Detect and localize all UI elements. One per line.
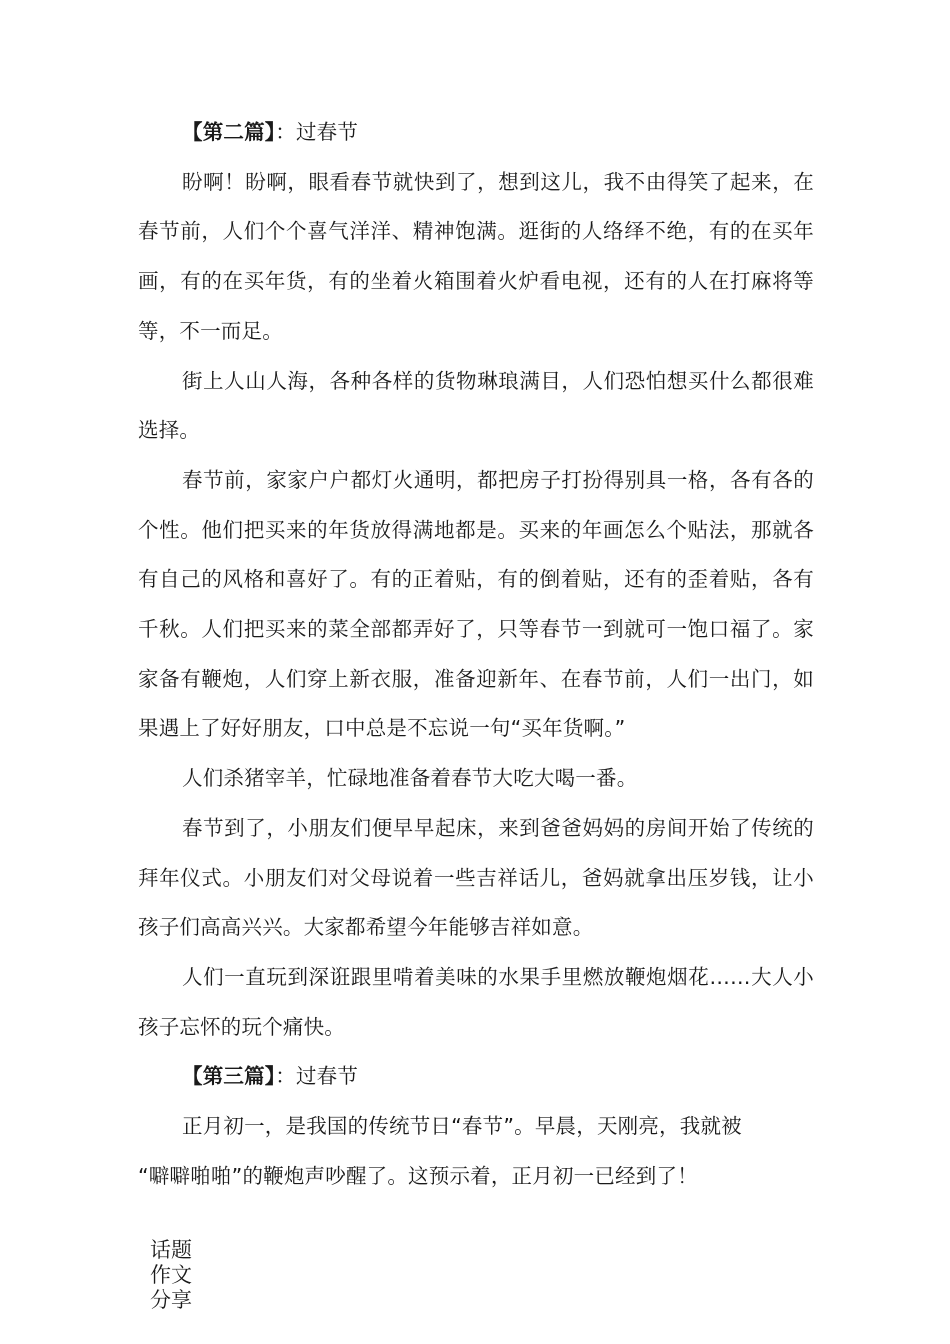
paragraph: 春节前，家家户户都灯火通明，都把房子打扮得别具一格，各有各的个性。他们把买来的年货放得满地都是。买来的年画怎么个贴法，那就各有自己的风格和喜好了。有的正着贴，有的倒着贴，还有的歪着贴，各有千秋。人们把买来的菜全部都弄好了，只等春节一到就可一饱口福了。家家备有鞭炮，人们穿上新衣服，准备迎新年、在春节前，人们一出门，如果遇上了好好朋友，口中总是不忘说一句“买年货啊。” bbox=[138, 467, 814, 741]
section-heading-suffix: ：过春节 bbox=[275, 1064, 359, 1089]
footer-tag bbox=[150, 1238, 210, 1313]
footer-line: 分享 bbox=[150, 1288, 192, 1312]
section-heading bbox=[138, 1052, 814, 1102]
footer-line: 话题 bbox=[150, 1238, 192, 1262]
paragraph: 人们杀猪宰羊，忙碌地准备着春节大吃大喝一番。 bbox=[182, 766, 638, 791]
article-body bbox=[138, 108, 814, 1201]
paragraph: 人们一直玩到深诳跟里啃着美味的水果手里燃放鞭炮烟花……大人小孩子忘怀的玩个痛快。 bbox=[138, 964, 814, 1039]
section-heading-suffix: ：过春节 bbox=[275, 120, 359, 144]
section-heading-title: 【第二篇】 bbox=[182, 120, 276, 144]
paragraph: 街上人山人海，各种各样的货物琳琅满目，人们恐怕想买什么都很难选择。 bbox=[138, 368, 814, 443]
paragraph: 春节到了，小朋友们便早早起床，来到爸爸妈妈的房间开始了传统的拜年仪式。小朋友们对父母说着一些吉祥话儿，爸妈就拿出压岁钱，让小孩子们高高兴兴。大家都希望今年能够吉祥如意。 bbox=[138, 815, 814, 940]
paragraph: 盼啊！盼啊，眼看春节就快到了，想到这儿，我不由得笑了起来，在春节前，人们个个喜气洋洋、精神饱满。逛街的人络绎不绝，有的在买年画，有的在买年货，有的坐着火箱围着火炉看电视，还有的人在打麻将等等，不一而足。 bbox=[138, 169, 814, 343]
paragraph-line: 正月初一，是我国的传统节日“春节”。早晨，天刚亮，我就被 bbox=[182, 1114, 742, 1139]
paragraph-line: “噼噼啪啪”的鞭炮声吵醒了。这预示着，正月初一已经到了！ bbox=[138, 1163, 698, 1188]
section-heading bbox=[138, 108, 814, 158]
footer-line: 作文 bbox=[150, 1263, 192, 1287]
section-heading-title: 【第三篇】 bbox=[182, 1064, 276, 1089]
